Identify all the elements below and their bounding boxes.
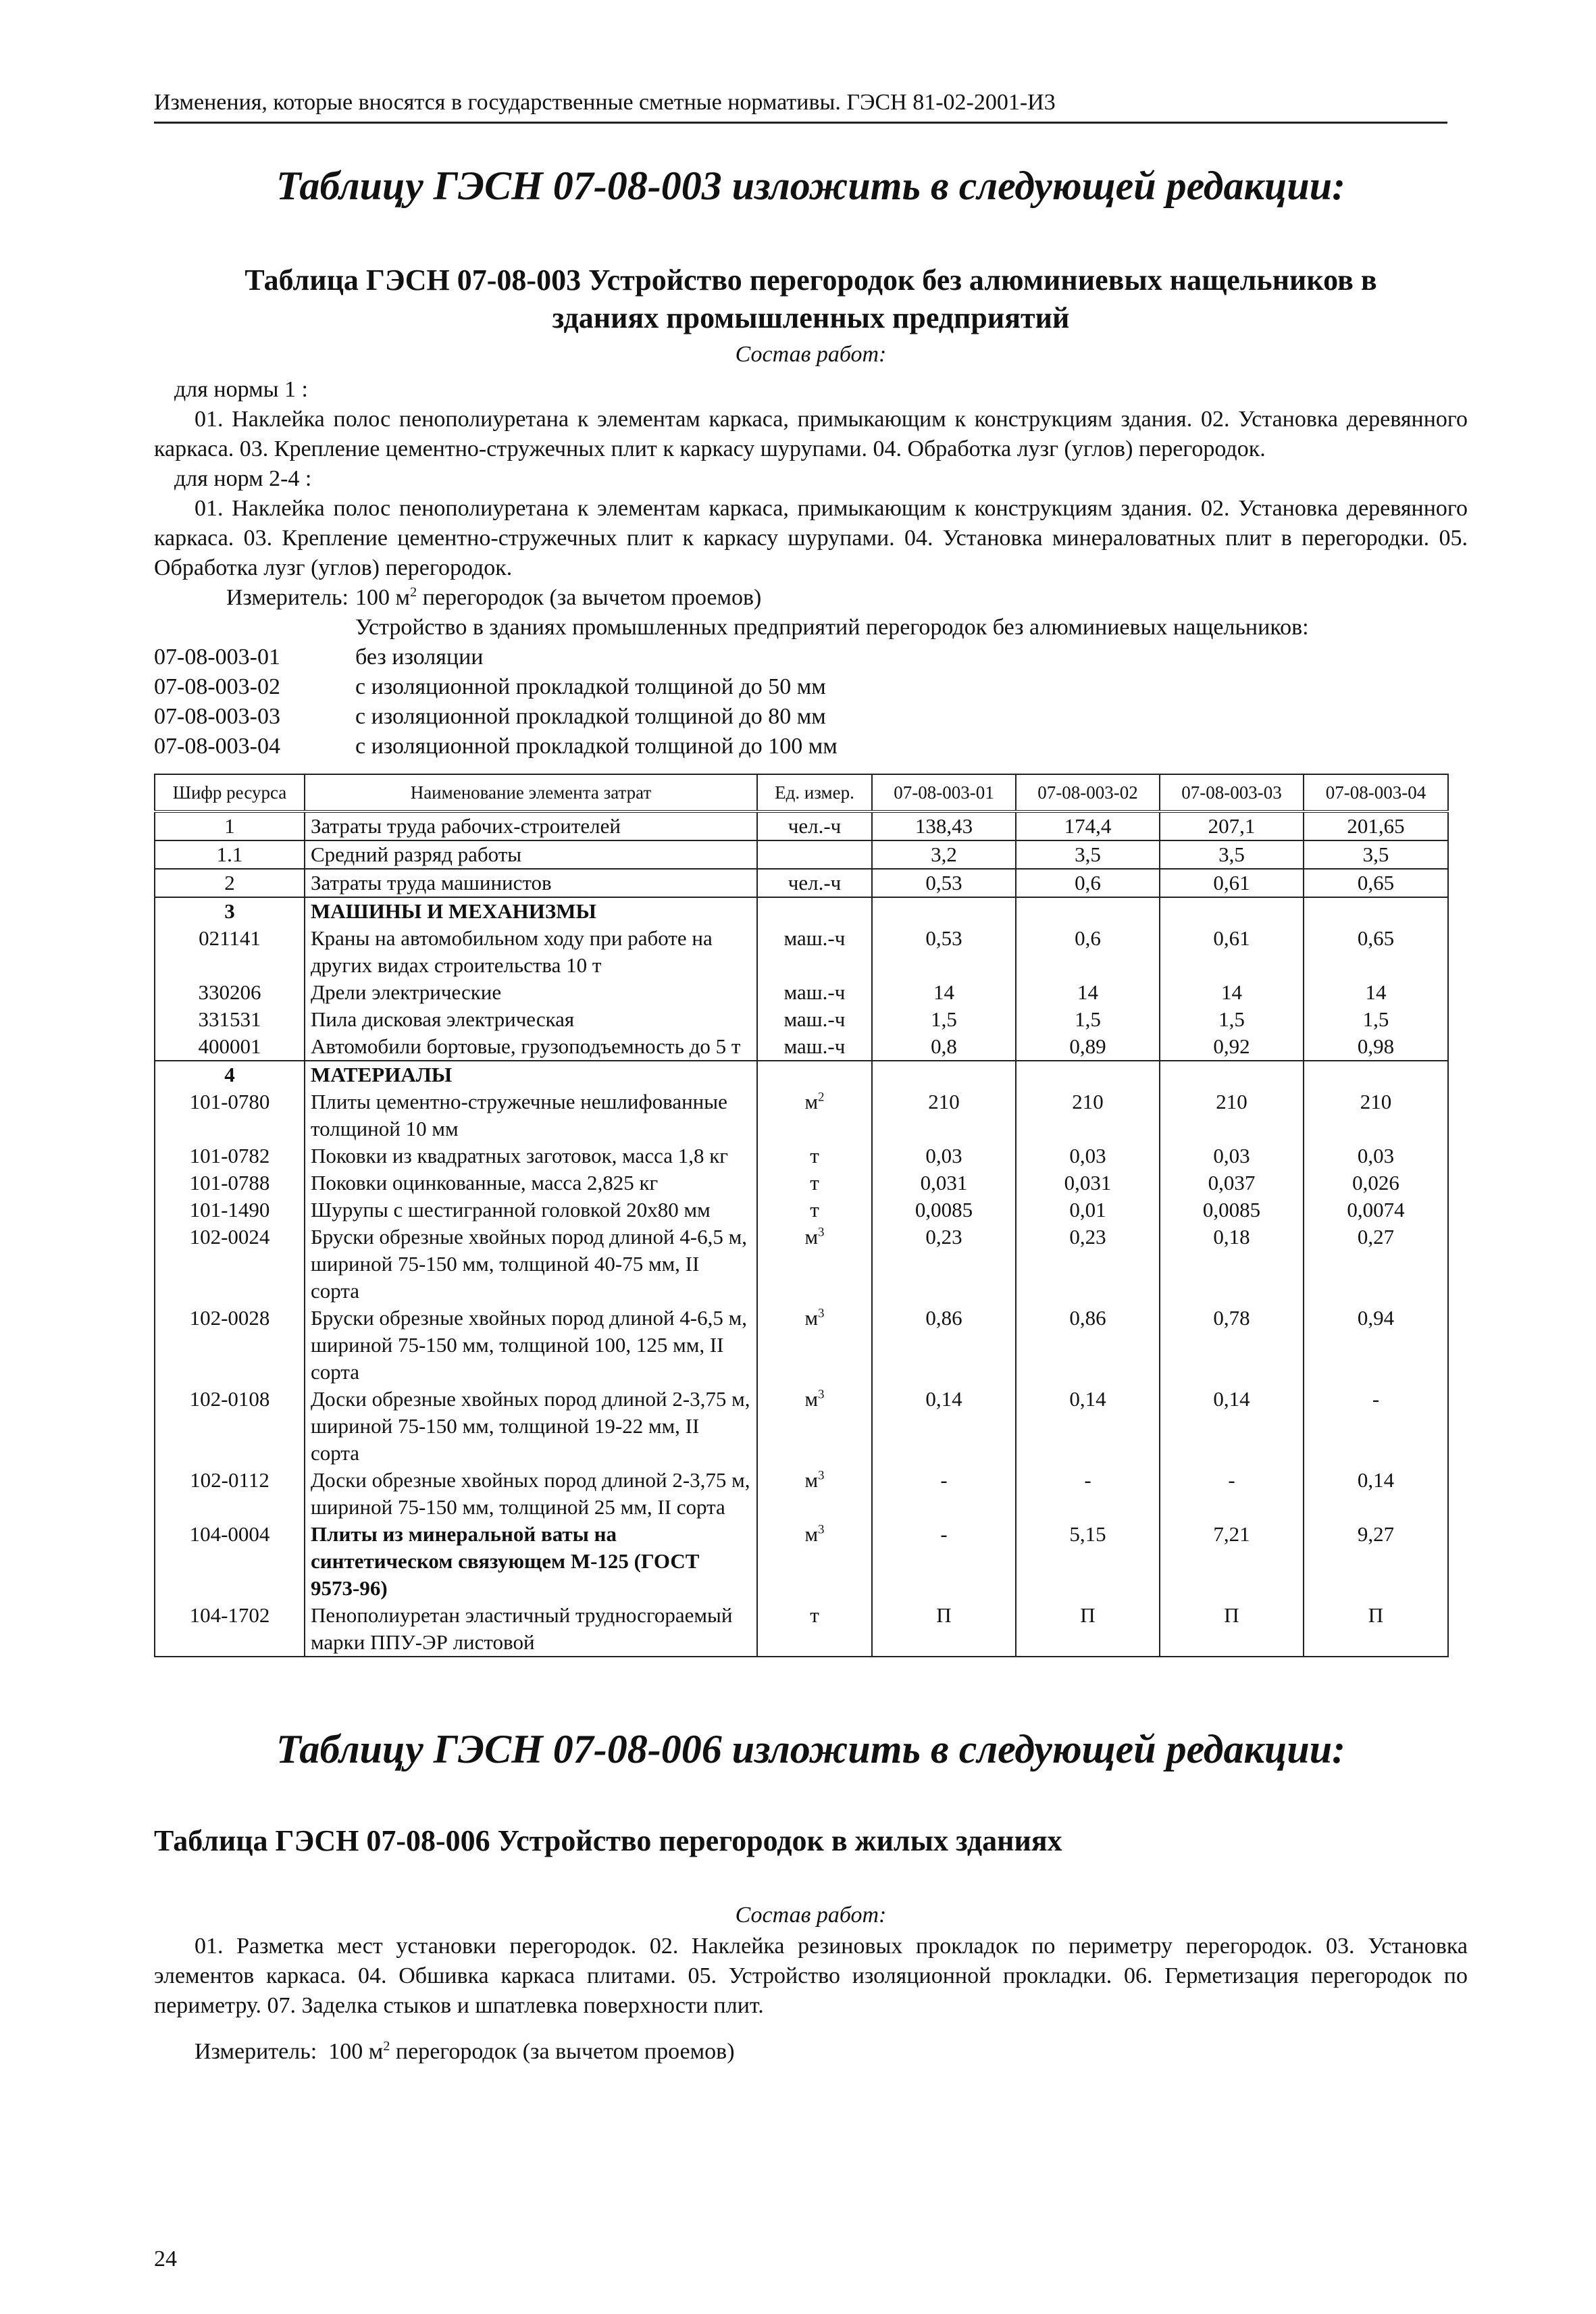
unit-exponent: 3 — [818, 1468, 825, 1483]
section1-title-line2: зданиях промышленных предприятий — [552, 301, 1070, 334]
unit-exponent: 3 — [818, 1522, 825, 1537]
table-row — [155, 1197, 1448, 1224]
table-row — [155, 840, 1448, 869]
cell-code: 4 — [155, 1061, 305, 1088]
cell-value: 3,5 — [1160, 840, 1304, 869]
cell-value: 0,031 — [872, 1169, 1016, 1197]
cell-value: 0,01 — [1016, 1197, 1160, 1224]
table-row — [155, 1033, 1448, 1061]
cell-value: П — [872, 1602, 1016, 1657]
table-row — [155, 925, 1448, 979]
cell-unit: маш.-ч — [757, 1006, 872, 1033]
cell-value: 14 — [872, 979, 1016, 1006]
cell-code: 1.1 — [155, 840, 305, 869]
cell-value: 0,92 — [1160, 1033, 1304, 1061]
table-row-group — [155, 897, 1448, 925]
table-row — [155, 1467, 1448, 1521]
cell-value: 0,037 — [1160, 1169, 1304, 1197]
cell-value: 0,6 — [1016, 925, 1160, 979]
cell-name: Доски обрезные хвойных пород длиной 2-3,75 м, шириной 75-150 мм, толщиной 25 мм, II сорта — [305, 1467, 757, 1521]
cell-value: 0,61 — [1160, 869, 1304, 897]
norm1-text: 01. Наклейка полос пенополиуретана к элементам каркаса, примыкающим к конструкциям здания. 02. Установка деревянного каркаса. 03. Крепление цементно-стружечных плит к каркасу шурупами. 04. Обработка лузг (углов) перегородок. — [154, 407, 1468, 461]
cell-name: Бруски обрезные хвойных пород длиной 4-6,5 м, шириной 75-150 мм, толщиной 40-75 мм, II сорта — [305, 1224, 757, 1305]
cell-value: 0,6 — [1016, 869, 1160, 897]
cell-code: 3 — [155, 897, 305, 925]
header-norm-3: 07-08-003-03 — [1160, 774, 1304, 811]
cell-value: 0,65 — [1304, 925, 1448, 979]
cell-value: 0,026 — [1304, 1169, 1448, 1197]
cell-name: Затраты труда машинистов — [305, 869, 757, 897]
cell-value: 0,14 — [1016, 1386, 1160, 1467]
cell-name: Затраты труда рабочих-строителей — [305, 811, 757, 840]
cell-code: 331531 — [155, 1006, 305, 1033]
variant-text: с изоляционной прокладкой толщиной до 80 мм — [355, 704, 826, 729]
cell-code: 330206 — [155, 979, 305, 1006]
cell-unit — [757, 1521, 872, 1602]
variant-code: 07-08-003-04 — [154, 734, 280, 759]
section2-composition-label: Состав работ: — [735, 1903, 887, 1928]
variant-item — [154, 732, 1468, 761]
cell-value: 0,86 — [872, 1305, 1016, 1386]
cell-value: 0,03 — [1160, 1142, 1304, 1169]
header-norm-2: 07-08-003-02 — [1016, 774, 1160, 811]
cell-code: 102-0108 — [155, 1386, 305, 1467]
section1-measurer — [154, 583, 1468, 613]
cell-code: 1 — [155, 811, 305, 840]
cell-code: 400001 — [155, 1033, 305, 1061]
norm1-label: для нормы 1 : — [174, 377, 308, 402]
cell-name: Плиты цементно-стружечные нешлифованные толщиной 10 мм — [305, 1088, 757, 1142]
variant-item — [154, 643, 1468, 672]
cell-name: Поковки оцинкованные, масса 2,825 кг — [305, 1169, 757, 1197]
variant-code: 07-08-003-02 — [154, 674, 280, 699]
cell-code: 104-1702 — [155, 1602, 305, 1657]
cell-value: 0,0085 — [872, 1197, 1016, 1224]
table-row — [155, 1386, 1448, 1467]
cell-value: 3,5 — [1304, 840, 1448, 869]
cell-unit: т — [757, 1602, 872, 1657]
header-name: Наименование элемента затрат — [305, 774, 757, 811]
resource-table — [154, 774, 1449, 1657]
unit-exponent: 2 — [818, 1090, 825, 1105]
section1-title-line1: Таблица ГЭСН 07-08-003 Устройство перегородок без алюминиевых нащельников в — [244, 263, 1377, 297]
cell-value: 0,23 — [1016, 1224, 1160, 1305]
unit-exponent: 3 — [818, 1306, 825, 1321]
cell-code: 101-0782 — [155, 1142, 305, 1169]
cell-unit — [757, 1467, 872, 1521]
cell-code: 102-0028 — [155, 1305, 305, 1386]
cell-value: 0,031 — [1016, 1169, 1160, 1197]
table-header-row — [155, 774, 1448, 811]
cell-value: 5,15 — [1016, 1521, 1160, 1602]
cell-value: 3,2 — [872, 840, 1016, 869]
cell-value: 0,98 — [1304, 1033, 1448, 1061]
section1-description: Устройство в зданиях промышленных предприятий перегородок без алюминиевых нащельников: — [355, 615, 1309, 640]
cell-value: 210 — [1304, 1088, 1448, 1142]
cell-value: - — [1160, 1467, 1304, 1521]
header-code: Шифр ресурса — [155, 774, 305, 811]
cell-value: 210 — [1160, 1088, 1304, 1142]
cell-name: Пенополиуретан эластичный трудносгораемый марки ППУ-ЭР листовой — [305, 1602, 757, 1657]
unit-exponent: 3 — [818, 1225, 825, 1240]
cell-value: - — [1304, 1386, 1448, 1467]
cell-unit — [757, 1088, 872, 1142]
cell-value: 1,5 — [1160, 1006, 1304, 1033]
measurer-prefix: 100 м — [355, 585, 411, 610]
cell-unit — [757, 1224, 872, 1305]
running-header: Изменения, которые вносятся в государственные сметные нормативы. ГЭСН 81-02-2001-И3 — [154, 88, 1447, 124]
document-page — [154, 88, 1468, 2067]
cell-value: 0,53 — [872, 925, 1016, 979]
cell-value: 207,1 — [1160, 811, 1304, 840]
table-row — [155, 811, 1448, 840]
norm24-label: для норм 2-4 : — [174, 466, 312, 491]
cell-unit: т — [757, 1169, 872, 1197]
cell-unit: т — [757, 1197, 872, 1224]
table-row — [155, 1602, 1448, 1657]
cell-name: МАТЕРИАЛЫ — [305, 1061, 757, 1088]
cell-value: 174,4 — [1016, 811, 1160, 840]
measurer-sup: 2 — [383, 2038, 390, 2054]
cell-value: 0,8 — [872, 1033, 1016, 1061]
cell-name: Краны на автомобильном ходу при работе на других видах строительства 10 т — [305, 925, 757, 979]
cell-value: 0,53 — [872, 869, 1016, 897]
cell-value: 14 — [1160, 979, 1304, 1006]
section1-composition-label: Состав работ: — [735, 342, 887, 367]
cell-value: - — [872, 1467, 1016, 1521]
cell-value: 0,61 — [1160, 925, 1304, 979]
cell-unit: чел.-ч — [757, 869, 872, 897]
cell-name: Шурупы с шестигранной головкой 20х80 мм — [305, 1197, 757, 1224]
header-unit: Ед. измер. — [757, 774, 872, 811]
cell-value: 0,65 — [1304, 869, 1448, 897]
cell-value: 0,94 — [1304, 1305, 1448, 1386]
cell-value: 0,0085 — [1160, 1197, 1304, 1224]
table-row — [155, 1224, 1448, 1305]
table-row — [155, 1088, 1448, 1142]
cell-value: 7,21 — [1160, 1521, 1304, 1602]
unit-exponent: 3 — [818, 1387, 825, 1402]
section2-title: Таблица ГЭСН 07-08-006 Устройство перегородок в жилых зданиях — [154, 1824, 1062, 1857]
cell-value: 0,03 — [872, 1142, 1016, 1169]
cell-value: 0,23 — [872, 1224, 1016, 1305]
cell-value: 3,5 — [1016, 840, 1160, 869]
cell-value: П — [1304, 1602, 1448, 1657]
cell-value: 0,03 — [1304, 1142, 1448, 1169]
variant-text: с изоляционной прокладкой толщиной до 100 мм — [355, 734, 838, 759]
variant-text: без изоляции — [355, 645, 484, 670]
unit-base: м — [804, 1090, 819, 1113]
cell-value: 1,5 — [1016, 1006, 1160, 1033]
cell-value: 138,43 — [872, 811, 1016, 840]
cell-code: 101-0788 — [155, 1169, 305, 1197]
section2-measurer — [154, 2037, 1468, 2067]
header-norm-4: 07-08-003-04 — [1304, 774, 1448, 811]
cell-unit — [757, 840, 872, 869]
unit-base: м — [804, 1306, 819, 1330]
section2-composition-text: 01. Разметка мест установки перегородок. 02. Наклейка резиновых прокладок по периметру перегородок. 03. Установка элементов каркаса. 04. Обшивка каркаса плитами. 05. Устройство изоляционной прокладки. 06. Герметизация перегородок по периметру. 07. Заделка стыков и шпатлевка поверхности плит. — [154, 1934, 1468, 2018]
cell-value: 0,27 — [1304, 1224, 1448, 1305]
cell-value: П — [1016, 1602, 1160, 1657]
variant-code: 07-08-003-01 — [154, 645, 280, 670]
cell-unit: т — [757, 1142, 872, 1169]
cell-value: 0,14 — [872, 1386, 1016, 1467]
cell-name: Средний разряд работы — [305, 840, 757, 869]
cell-name: Дрели электрические — [305, 979, 757, 1006]
cell-code: 101-1490 — [155, 1197, 305, 1224]
header-norm-1: 07-08-003-01 — [872, 774, 1016, 811]
table-row — [155, 1305, 1448, 1386]
cell-value: 0,14 — [1304, 1467, 1448, 1521]
variant-item — [154, 672, 1468, 702]
measurer-label: Измеритель: — [195, 2039, 317, 2064]
section1-heading: Таблицу ГЭСН 07-08-003 изложить в следующей редакции: — [276, 164, 1346, 208]
table-row — [155, 1521, 1448, 1602]
variant-item — [154, 702, 1468, 732]
cell-value: 0,86 — [1016, 1305, 1160, 1386]
cell-value: 9,27 — [1304, 1521, 1448, 1602]
cell-value: - — [1016, 1467, 1160, 1521]
cell-value: П — [1160, 1602, 1304, 1657]
cell-name: Поковки из квадратных заготовок, масса 1,8 кг — [305, 1142, 757, 1169]
cell-name: Доски обрезные хвойных пород длиной 2-3,75 м, шириной 75-150 мм, толщиной 19-22 мм, II сорта — [305, 1386, 757, 1467]
cell-value: 0,18 — [1160, 1224, 1304, 1305]
cell-value: 14 — [1304, 979, 1448, 1006]
cell-code: 2 — [155, 869, 305, 897]
cell-name: Бруски обрезные хвойных пород длиной 4-6,5 м, шириной 75-150 мм, толщиной 100, 125 мм, II сорта — [305, 1305, 757, 1386]
cell-code: 104-0004 — [155, 1521, 305, 1602]
cell-value: 1,5 — [1304, 1006, 1448, 1033]
cell-value: 0,0074 — [1304, 1197, 1448, 1224]
cell-value: 0,78 — [1160, 1305, 1304, 1386]
cell-name: МАШИНЫ И МЕХАНИЗМЫ — [305, 897, 757, 925]
cell-unit — [757, 1305, 872, 1386]
cell-value: 201,65 — [1304, 811, 1448, 840]
unit-base: м — [804, 1387, 819, 1411]
cell-value: 210 — [872, 1088, 1016, 1142]
measurer-suffix: перегородок (за вычетом проемов) — [417, 585, 762, 610]
cell-name: Плиты из минеральной ваты на синтетическом связующем М-125 (ГОСТ 9573-96) — [305, 1521, 757, 1602]
cell-code: 101-0780 — [155, 1088, 305, 1142]
cell-value: 0,89 — [1016, 1033, 1160, 1061]
unit-base: м — [804, 1522, 819, 1546]
measurer-prefix: 100 м — [328, 2039, 384, 2064]
cell-value: 14 — [1016, 979, 1160, 1006]
cell-unit: маш.-ч — [757, 925, 872, 979]
cell-code: 021141 — [155, 925, 305, 979]
cell-value: 0,03 — [1016, 1142, 1160, 1169]
variant-code: 07-08-003-03 — [154, 704, 280, 729]
unit-base: м — [804, 1225, 819, 1249]
variant-list — [154, 643, 1468, 761]
cell-unit: маш.-ч — [757, 979, 872, 1006]
table-row — [155, 979, 1448, 1006]
norm24-text: 01. Наклейка полос пенополиуретана к элементам каркаса, примыкающим к конструкциям здания. 02. Установка деревянного каркаса. 03. Крепление цементно-стружечных плит к каркасу шурупами. 04. Установка минераловатных плит в перегородки. 05. Обработка лузг (углов) перегородок. — [154, 496, 1468, 580]
measurer-sup: 2 — [410, 584, 417, 600]
variant-text: с изоляционной прокладкой толщиной до 50 мм — [355, 674, 826, 699]
cell-code: 102-0024 — [155, 1224, 305, 1305]
table-row — [155, 1006, 1448, 1033]
cell-value: - — [872, 1521, 1016, 1602]
cell-unit: маш.-ч — [757, 1033, 872, 1061]
cell-unit — [757, 1386, 872, 1467]
cell-unit: чел.-ч — [757, 811, 872, 840]
table-row — [155, 869, 1448, 897]
cell-name: Автомобили бортовые, грузоподъемность до 5 т — [305, 1033, 757, 1061]
table-row — [155, 1142, 1448, 1169]
cell-value: 0,14 — [1160, 1386, 1304, 1467]
cell-value: 210 — [1016, 1088, 1160, 1142]
section2-heading: Таблицу ГЭСН 07-08-006 изложить в следующей редакции: — [276, 1727, 1346, 1771]
table-row — [155, 1169, 1448, 1197]
cell-value: 1,5 — [872, 1006, 1016, 1033]
unit-base: м — [804, 1468, 819, 1492]
measurer-suffix: перегородок (за вычетом проемов) — [390, 2039, 735, 2064]
cell-name: Пила дисковая электрическая — [305, 1006, 757, 1033]
page-number: 24 — [154, 2246, 177, 2271]
table-row-group — [155, 1061, 1448, 1088]
measurer-label: Измеритель: — [226, 585, 349, 610]
cell-code: 102-0112 — [155, 1467, 305, 1521]
